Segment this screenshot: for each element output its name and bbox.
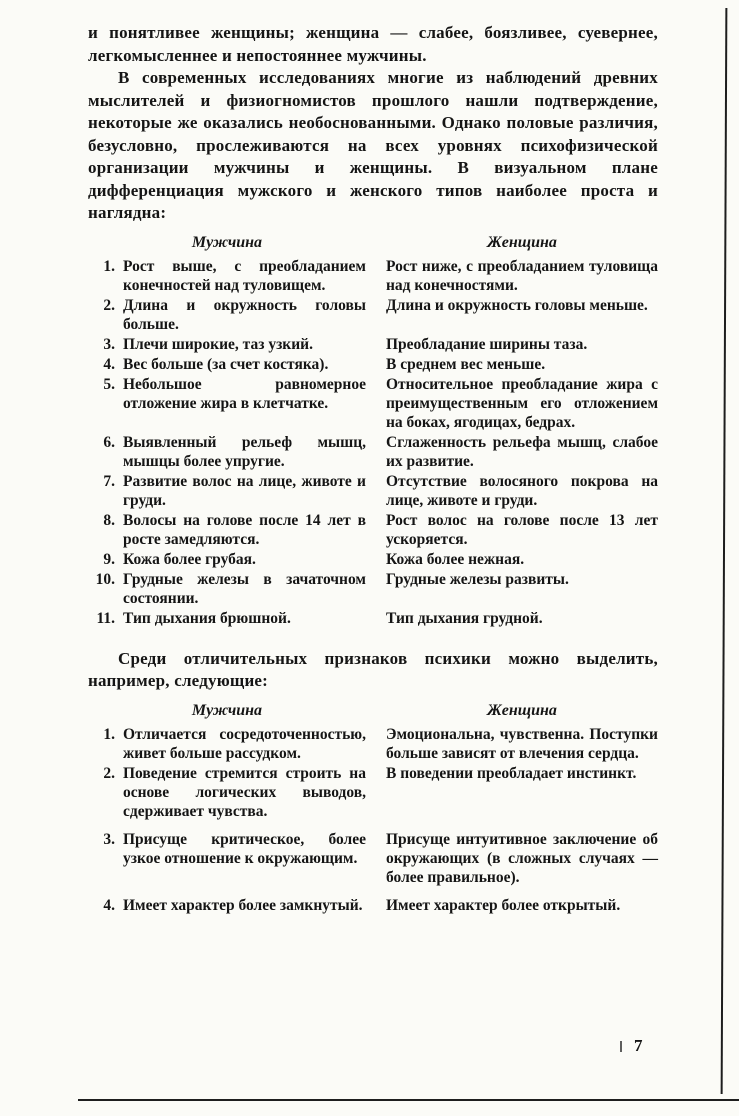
page-number xyxy=(620,1036,644,1056)
male-cell xyxy=(88,511,366,549)
male-text: Вес больше (за счет костяка). xyxy=(123,355,329,373)
table2-body xyxy=(88,725,658,915)
male-text: Плечи широкие, таз узкий. xyxy=(123,335,313,353)
female-cell: Сглаженность рельефа мышц, слабое их развитие. xyxy=(386,433,658,470)
table1-header-male: Мужчина xyxy=(191,233,263,251)
scan-edge-bottom xyxy=(78,1099,739,1101)
table1-headers xyxy=(88,234,658,252)
male-text: Длина и окружность головы больше. xyxy=(123,296,366,333)
male-cell xyxy=(88,375,366,432)
male-text: Грудные железы в зачаточном состоянии. xyxy=(123,570,366,607)
row-number: 2. xyxy=(103,764,115,782)
female-cell: Рост волос на голове после 13 лет ускоряется. xyxy=(386,511,658,548)
female-cell: Преобладание ширины таза. xyxy=(386,335,588,353)
male-cell xyxy=(88,433,366,471)
male-cell xyxy=(88,472,366,510)
male-cell xyxy=(88,570,366,608)
table-row xyxy=(88,257,658,295)
row-number: 6. xyxy=(103,433,115,451)
table2-header-female: Женщина xyxy=(487,701,557,719)
male-text: Выявленный рельеф мышц, мышцы более упругие. xyxy=(123,433,366,470)
male-cell xyxy=(88,296,366,334)
female-cell: Тип дыхания грудной. xyxy=(386,609,543,627)
female-cell: В среднем вес меньше. xyxy=(386,355,546,373)
psyche-intro-paragraph: Среди отличительных признаков психики можно выделить, например, следующие: xyxy=(88,648,658,690)
male-cell xyxy=(88,830,366,887)
table-row xyxy=(88,296,658,334)
female-cell: Грудные железы развиты. xyxy=(386,570,569,588)
table-row xyxy=(88,355,658,374)
female-cell: Имеет характер более открытый. xyxy=(386,896,621,914)
male-cell xyxy=(88,335,366,354)
male-cell xyxy=(88,355,366,374)
male-cell xyxy=(88,764,366,821)
table1-body xyxy=(88,257,658,628)
male-text: Волосы на голове после 14 лет в росте замедляются. xyxy=(123,511,366,548)
female-cell: Рост ниже, с преобладанием туловища над конечностями. xyxy=(386,257,658,294)
male-text: Имеет характер более замкнутый. xyxy=(123,896,363,914)
row-number: 5. xyxy=(103,375,115,393)
table-row xyxy=(88,830,658,887)
table-row xyxy=(88,725,658,763)
table2-header-male: Мужчина xyxy=(191,701,263,719)
table2-headers xyxy=(88,702,658,720)
table-row xyxy=(88,335,658,354)
table-row xyxy=(88,511,658,549)
row-number: 9. xyxy=(103,550,115,568)
row-number: 11. xyxy=(96,609,115,627)
row-number: 1. xyxy=(103,257,115,275)
male-text: Небольшое равномерное отложение жира в клетчатке. xyxy=(123,375,366,412)
scan-edge-right xyxy=(721,8,728,1094)
intro-paragraph-2: В современных исследованиях многие из наблюдений древних мыслителей и физиогномистов прошлого нашли подтверждение, некоторые же оказались необоснованными. Однако половые различия, безусловно, прослеживаются на всех уровнях психофизической организации мужчины и женщины. В визуальном плане дифференциация мужского и женского типов наиболее проста и наглядна: xyxy=(88,68,658,222)
table-row xyxy=(88,896,658,915)
male-text: Развитие волос на лице, животе и груди. xyxy=(123,472,366,509)
male-cell xyxy=(88,896,366,915)
row-number: 3. xyxy=(103,335,115,353)
female-cell: Длина и окружность головы меньше. xyxy=(386,296,648,314)
row-number: 8. xyxy=(103,511,115,529)
female-cell: Кожа более нежная. xyxy=(386,550,525,568)
female-cell: В поведении преобладает инстинкт. xyxy=(386,764,637,782)
table-row xyxy=(88,433,658,471)
table-row xyxy=(88,472,658,510)
scan-speck xyxy=(620,1041,622,1052)
male-cell xyxy=(88,725,366,763)
table-row xyxy=(88,609,658,628)
male-text: Тип дыхания брюшной. xyxy=(123,609,291,627)
male-text: Поведение стремится строить на основе логических выводов, сдерживает чувства. xyxy=(123,764,366,820)
male-text: Кожа более грубая. xyxy=(123,550,256,568)
male-cell xyxy=(88,609,366,628)
table-row xyxy=(88,550,658,569)
male-text: Присуще критическое, более узкое отношение к окружающим. xyxy=(123,830,366,867)
row-number: 7. xyxy=(103,472,115,490)
female-cell: Эмоциональна, чувственна. Поступки больше зависят от влечения сердца. xyxy=(386,725,658,762)
female-cell: Присуще интуитивное заключение об окружающих (в сложных случаях — более правильное). xyxy=(386,830,658,886)
male-cell xyxy=(88,257,366,295)
male-cell xyxy=(88,550,366,569)
table-row xyxy=(88,570,658,608)
male-text: Рост выше, с преобладанием конечностей над туловищем. xyxy=(123,257,366,294)
male-text: Отличается сосредоточенностью, живет больше рассудком. xyxy=(123,725,366,762)
table-row xyxy=(88,375,658,432)
table1-header-female: Женщина xyxy=(487,233,557,251)
intro-paragraph-1: и понятливее женщины; женщина — слабее, боязливее, суевернее, легкомысленнее и непостояннее мужчины. xyxy=(88,23,658,65)
page-number-value: 7 xyxy=(634,1036,644,1055)
row-number: 4. xyxy=(103,896,115,914)
row-number: 2. xyxy=(103,296,115,314)
female-cell: Относительное преобладание жира с преимущественным его отложением на боках, ягодицах, бедрах. xyxy=(386,375,658,431)
row-number: 1. xyxy=(103,725,115,743)
text-block xyxy=(88,22,658,916)
row-number: 10. xyxy=(95,570,115,588)
female-cell: Отсутствие волосяного покрова на лице, животе и груди. xyxy=(386,472,658,509)
table-row xyxy=(88,764,658,821)
row-number: 3. xyxy=(103,830,115,848)
row-number: 4. xyxy=(103,355,115,373)
